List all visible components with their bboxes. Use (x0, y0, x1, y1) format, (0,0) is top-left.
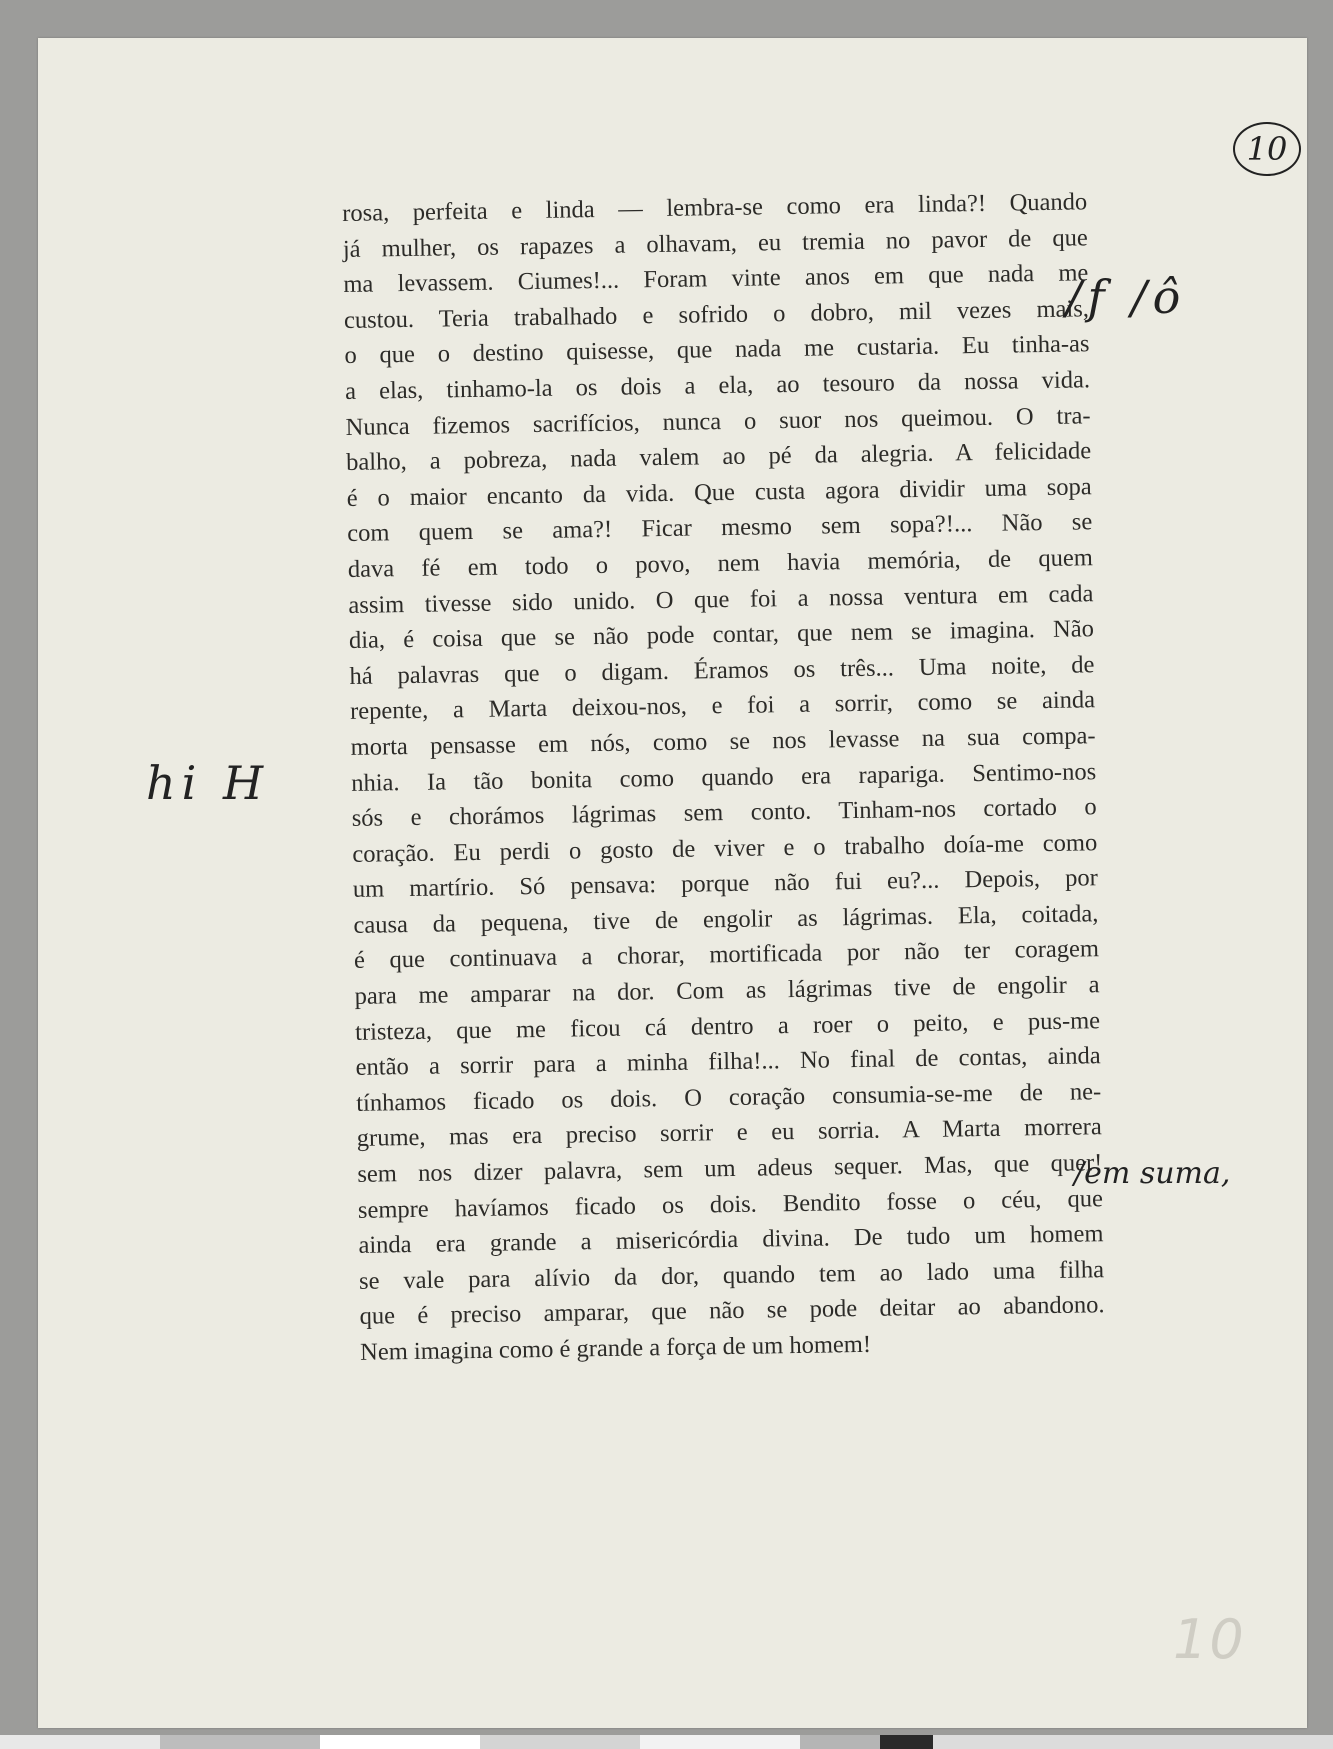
text-line: o que o destino quisesse, que nada me custaria. Eu tinha-as (344, 330, 1090, 370)
text-line: dava fé em todo o povo, nem havia memória, de quem (347, 544, 1093, 583)
text-line: custou. Teria trabalhado e sofrido o dobro, mil vezes mais, (343, 295, 1090, 334)
page-number-text: 10 (1246, 130, 1288, 168)
handwritten-page-number (1233, 122, 1301, 176)
body-text (342, 184, 1105, 1370)
text-line: sempre havíamos ficado os dois. Bendito fosse o céu, que (357, 1184, 1104, 1224)
pencil-page-number: 10 (1173, 1608, 1246, 1671)
text-line: tristeza, que me ficou cá dentro a roer o peito, e pus-me (354, 1006, 1101, 1046)
text-line: repente, a Marta deixou-nos, e foi a sorrir, como se ainda (349, 686, 1096, 726)
margin-annotation-left: hi H (146, 756, 270, 810)
text-line: há palavras que o digam. Éramos os três... Uma noite, de (349, 650, 1095, 690)
text-line: assim tivesse sido unido. O que foi a nossa ventura em cada (348, 579, 1094, 619)
margin-annotation-lower-right: /em suma, (1074, 1156, 1231, 1191)
text-line: coração. Eu perdi o gosto de viver e o trabalho doía-me como (352, 828, 1098, 868)
text-line: a elas, tinhamo-la os dois a ela, ao tesouro da nossa vida. (344, 366, 1091, 405)
text-line: que é preciso amparar, que não se pode deitar ao abandono. (359, 1291, 1105, 1331)
text-line: balho, a pobreza, nada valem ao pé da alegria. A felicidade (345, 437, 1092, 477)
text-line: rosa, perfeita e linda — lembra-se como era linda?! Quando (342, 188, 1088, 227)
text-line: é o maior encanto da vida. Que custa agora dividir uma sopa (346, 473, 1092, 512)
text-line: é que continuava a chorar, mortificada por não ter coragem (353, 935, 1100, 975)
text-line: sem nos dizer palavra, sem um adeus sequer. Mas, que quer! (357, 1149, 1103, 1188)
text-line: para me amparar na dor. Com as lágrimas tive de engolir a (354, 971, 1100, 1010)
text-line: então a sorrir para a minha filha!... No final de contas, ainda (355, 1042, 1101, 1082)
text-line: com quem se ama?! Ficar mesmo sem sopa?!... Não se (347, 508, 1093, 548)
text-line: morta pensasse em nós, como se nos levasse na sua compa- (350, 722, 1096, 761)
margin-annotation-upper-right: /f /ô (1066, 270, 1187, 324)
text-line: Nem imagina como é grande a força de um homem! (359, 1330, 872, 1366)
text-line: um martírio. Só pensava: porque não fui eu?... Depois, por (352, 864, 1099, 904)
text-line: sós e chorámos lágrimas sem conto. Tinham-nos cortado o (351, 793, 1097, 833)
text-line: ainda era grande a misericórdia divina. De tudo um homem (358, 1220, 1104, 1260)
text-line: já mulher, os rapazes a olhavam, eu tremia no pavor de que (342, 223, 1088, 263)
document-page (38, 38, 1307, 1728)
scan-color-strip (0, 1735, 1333, 1749)
text-line: causa da pequena, tive de engolir as lágrimas. Ela, coitada, (353, 900, 1099, 939)
text-line: nhia. Ia tão bonita como quando era rapariga. Sentimo-nos (351, 757, 1097, 797)
text-line: Nunca fizemos sacrifícios, nunca o suor nos queimou. O tra- (345, 401, 1091, 441)
text-line: dia, é coisa que se não pode contar, que nem se imagina. Não (348, 615, 1095, 655)
text-line: grume, mas era preciso sorrir e eu sorria. A Marta morrera (356, 1113, 1102, 1153)
text-line: se vale para alívio da dor, quando tem ao lado uma filha (358, 1255, 1105, 1295)
text-line: ma levassem. Ciumes!... Foram vinte anos em que nada me (343, 259, 1089, 299)
text-line: tínhamos ficado os dois. O coração consumia-se-me de ne- (356, 1078, 1102, 1117)
